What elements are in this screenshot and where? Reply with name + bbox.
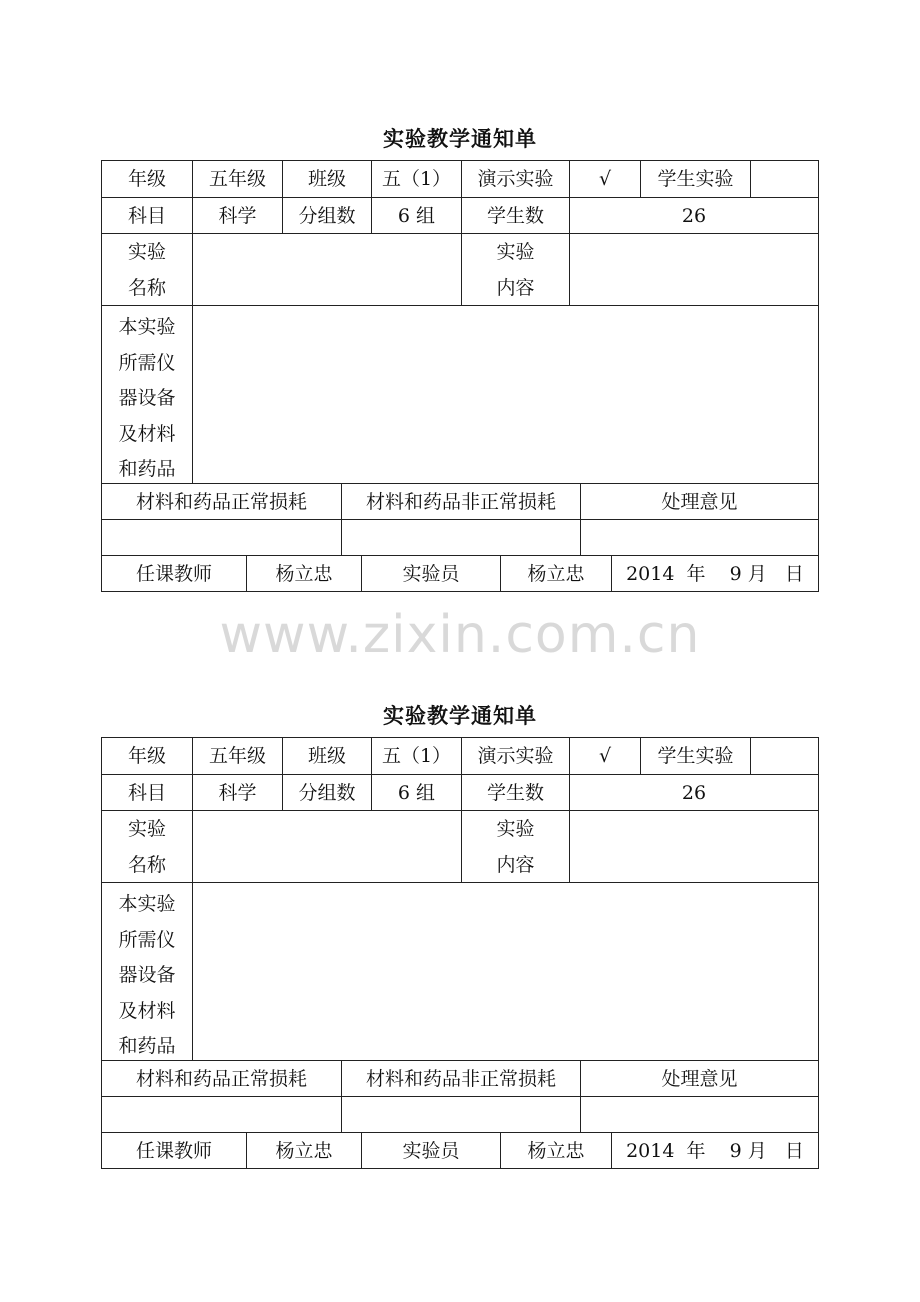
groups-value: 6 组 — [371, 198, 461, 234]
equipment-label — [102, 306, 192, 484]
opinion-field — [580, 520, 818, 556]
abnormal-loss-field — [341, 520, 580, 556]
class-value: 五（1） — [371, 161, 461, 197]
class-label: 班级 — [282, 738, 371, 774]
equipment-label-line: 所需仪 — [118, 928, 176, 951]
equipment-label-line: 器设备 — [118, 387, 176, 409]
equipment-label-line: 及材料 — [118, 999, 176, 1022]
watermark: www.zixin.com.cn — [219, 605, 701, 665]
subject-label: 科目 — [127, 782, 166, 804]
opinion-field — [580, 1097, 818, 1133]
equipment-label-line: 及材料 — [118, 422, 176, 445]
students-label: 学生数 — [461, 198, 569, 234]
student-experiment-checkmark — [750, 161, 818, 197]
table-row — [102, 882, 818, 1060]
table-row — [102, 774, 818, 810]
table-row — [102, 555, 818, 591]
abnormal-loss-label: 材料和药品非正常损耗 — [341, 1061, 580, 1097]
equipment-label-line: 器设备 — [118, 964, 176, 986]
subject-value: 科学 — [192, 775, 282, 811]
assistant-value: 杨立忠 — [500, 556, 611, 592]
experiment-content-label-line: 实验 — [496, 241, 535, 263]
experiment-content-label-line: 实验 — [496, 818, 535, 840]
table-row — [102, 233, 818, 305]
grade-label: 年级 — [127, 745, 166, 767]
demo-experiment-label: 演示实验 — [461, 161, 569, 197]
grade-value: 五年级 — [192, 161, 282, 197]
table-row — [102, 738, 818, 774]
normal-loss-field — [102, 1097, 341, 1133]
subject-value: 科学 — [192, 198, 282, 234]
demo-experiment-checkmark: √ — [569, 738, 640, 774]
opinion-label: 处理意见 — [580, 484, 818, 520]
date-field: 2014 年 9 月 日 — [611, 556, 818, 592]
abnormal-loss-field — [341, 1097, 580, 1133]
class-label: 班级 — [282, 161, 371, 197]
teacher-value: 杨立忠 — [246, 556, 361, 592]
students-label: 学生数 — [461, 775, 569, 811]
experiment-name-label-line: 实验 — [127, 241, 166, 263]
table-row — [102, 1060, 818, 1096]
normal-loss-label: 材料和药品正常损耗 — [135, 1068, 307, 1090]
experiment-content-label — [461, 811, 569, 883]
experiment-name-label-line: 名称 — [127, 277, 166, 299]
experiment-content-field — [569, 234, 818, 306]
experiment-content-label — [461, 234, 569, 306]
table-row — [102, 483, 818, 519]
table-row — [102, 305, 818, 483]
groups-value: 6 组 — [371, 775, 461, 811]
experiment-content-label-line: 内容 — [496, 854, 535, 876]
form-title: 实验教学通知单 — [383, 126, 537, 151]
assistant-value: 杨立忠 — [500, 1133, 611, 1169]
teacher-value: 杨立忠 — [246, 1133, 361, 1169]
equipment-label-line: 本实验 — [118, 316, 176, 338]
students-value: 26 — [569, 775, 818, 811]
form-table — [101, 160, 819, 592]
experiment-name-field — [192, 234, 461, 306]
equipment-label-line: 和药品 — [118, 1035, 176, 1057]
table-row — [102, 1132, 818, 1168]
equipment-field — [192, 306, 818, 484]
students-value: 26 — [569, 198, 818, 234]
student-experiment-checkmark — [750, 738, 818, 774]
form-title: 实验教学通知单 — [383, 703, 537, 728]
student-experiment-label: 学生实验 — [640, 161, 750, 197]
demo-experiment-label: 演示实验 — [461, 738, 569, 774]
equipment-label-line: 和药品 — [118, 458, 176, 480]
table-row — [102, 161, 818, 197]
teacher-label: 任课教师 — [135, 1140, 212, 1162]
equipment-field — [192, 883, 818, 1061]
teacher-label: 任课教师 — [135, 563, 212, 585]
equipment-label-line: 本实验 — [118, 893, 176, 915]
class-value: 五（1） — [371, 738, 461, 774]
grade-value: 五年级 — [192, 738, 282, 774]
experiment-name-label-line: 名称 — [127, 854, 166, 876]
assistant-label: 实验员 — [361, 556, 500, 592]
table-row — [102, 1096, 818, 1132]
groups-label: 分组数 — [282, 198, 371, 234]
opinion-label: 处理意见 — [580, 1061, 818, 1097]
equipment-label-line: 所需仪 — [118, 351, 176, 374]
abnormal-loss-label: 材料和药品非正常损耗 — [341, 484, 580, 520]
normal-loss-field — [102, 520, 341, 556]
demo-experiment-checkmark: √ — [569, 161, 640, 197]
experiment-name-label — [102, 234, 192, 306]
notice-form-1 — [101, 118, 819, 592]
student-experiment-label: 学生实验 — [640, 738, 750, 774]
experiment-name-label — [102, 811, 192, 883]
experiment-name-label-line: 实验 — [127, 818, 166, 840]
grade-label: 年级 — [127, 168, 166, 190]
table-row — [102, 810, 818, 882]
groups-label: 分组数 — [282, 775, 371, 811]
date-field: 2014 年 9 月 日 — [611, 1133, 818, 1169]
assistant-label: 实验员 — [361, 1133, 500, 1169]
experiment-name-field — [192, 811, 461, 883]
notice-form-2 — [101, 695, 819, 1169]
subject-label: 科目 — [127, 205, 166, 227]
table-row — [102, 519, 818, 555]
normal-loss-label: 材料和药品正常损耗 — [135, 491, 307, 513]
form-table — [101, 737, 819, 1169]
experiment-content-label-line: 内容 — [496, 277, 535, 299]
equipment-label — [102, 883, 192, 1061]
table-row — [102, 197, 818, 233]
experiment-content-field — [569, 811, 818, 883]
